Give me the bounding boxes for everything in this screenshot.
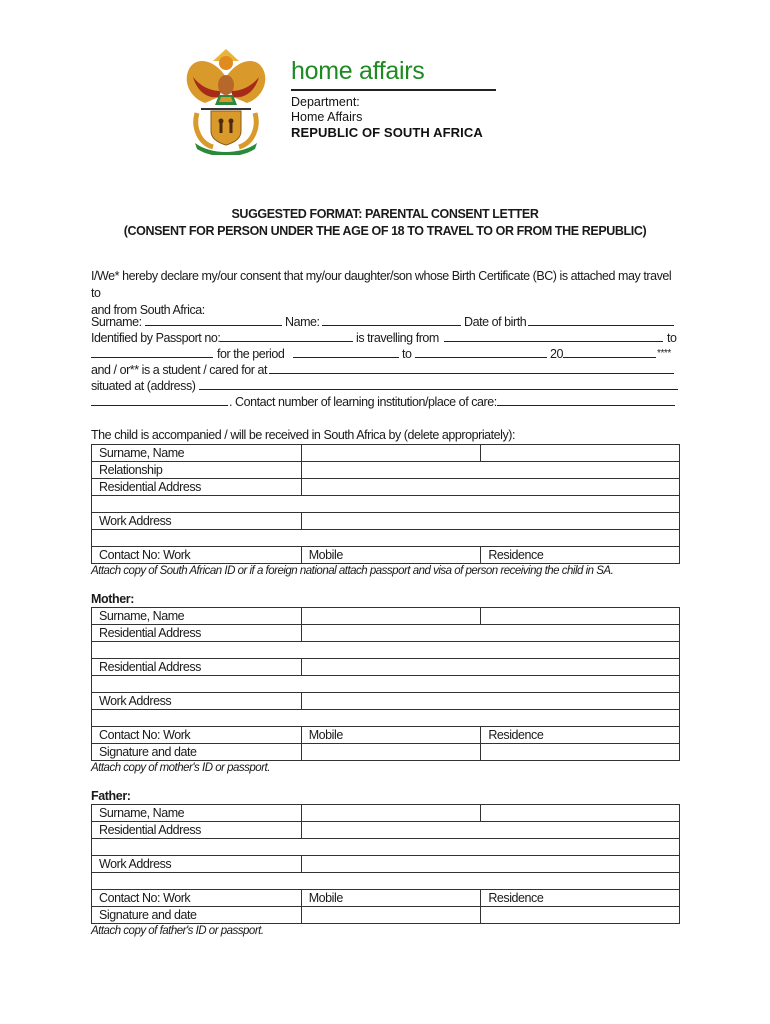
- dob-label: Date of birth: [464, 315, 527, 329]
- dept-label: Department:: [291, 95, 360, 109]
- travelling-from-field[interactable]: [444, 330, 663, 342]
- table-row: [92, 890, 680, 907]
- surname-label: Surname:: [91, 315, 142, 329]
- table-row: [92, 676, 680, 693]
- surname-name-label: Surname, Name: [92, 608, 302, 625]
- signature-label: Signature and date: [92, 907, 302, 924]
- relationship-field[interactable]: [301, 462, 679, 479]
- period-line: [91, 346, 681, 362]
- intro-line-2: and from South Africa:: [91, 303, 205, 317]
- coat-of-arms-icon: [183, 47, 269, 155]
- residence-field[interactable]: Residence: [481, 547, 680, 564]
- mother-note: Attach copy of mother's ID or passport.: [91, 762, 270, 774]
- table-row: [92, 727, 680, 744]
- table-row: [92, 710, 680, 727]
- contact-work-field[interactable]: Contact No: Work: [92, 547, 302, 564]
- work-address-field[interactable]: [301, 693, 679, 710]
- signature-field[interactable]: [301, 907, 481, 924]
- address-field[interactable]: [199, 378, 678, 390]
- table-row: [92, 496, 680, 513]
- mobile-field[interactable]: Mobile: [301, 547, 481, 564]
- table-row: [92, 907, 680, 924]
- country-name: REPUBLIC OF SOUTH AFRICA: [291, 125, 483, 140]
- title-line-2: (CONSENT FOR PERSON UNDER THE AGE OF 18 TO TRAVEL TO OR FROM THE REPUBLIC): [123, 224, 647, 238]
- year-field[interactable]: [563, 346, 656, 358]
- student-line: [91, 362, 681, 378]
- surname-name-label: Surname, Name: [92, 805, 302, 822]
- residence-field[interactable]: Residence: [481, 890, 680, 907]
- brand-block: [291, 57, 501, 140]
- student-label: and / or** is a student / cared for at: [91, 363, 268, 377]
- contact-label: . Contact number of learning institution/place of care:: [229, 395, 497, 409]
- contact-work-field[interactable]: Contact No: Work: [92, 890, 302, 907]
- work-address-continued-field[interactable]: [92, 710, 680, 727]
- contact-field[interactable]: [497, 394, 675, 406]
- surname-field[interactable]: [145, 314, 282, 326]
- residential-address-field[interactable]: [301, 479, 679, 496]
- destination-field[interactable]: [91, 346, 213, 358]
- residential-address-field[interactable]: [301, 822, 679, 839]
- work-address-continued-field[interactable]: [92, 530, 680, 547]
- intro-line-1: I/We* hereby declare my/our consent that my/our daughter/son whose Birth Certificate (BC) is attached may travel to: [91, 269, 672, 300]
- table-row: [92, 625, 680, 642]
- passport-label: Identified by Passport no:: [91, 331, 221, 345]
- residential-address-2-continued-field[interactable]: [92, 676, 680, 693]
- name-field[interactable]: [481, 445, 680, 462]
- brand-divider: [291, 89, 496, 91]
- to-label: to: [667, 331, 677, 345]
- table-row: [92, 445, 680, 462]
- table-row: [92, 856, 680, 873]
- father-heading: Father:: [91, 789, 131, 803]
- surname-field[interactable]: [301, 805, 481, 822]
- brand-title: home affairs: [291, 57, 425, 85]
- period-label: for the period: [217, 347, 285, 361]
- work-address-field[interactable]: [301, 856, 679, 873]
- date-field[interactable]: [481, 744, 680, 761]
- signature-label: Signature and date: [92, 744, 302, 761]
- table-row: [92, 693, 680, 710]
- year-suffix: ****: [657, 348, 671, 359]
- name-field[interactable]: [481, 608, 680, 625]
- table-row: [92, 659, 680, 676]
- address-label: situated at (address): [91, 379, 196, 393]
- table-row: [92, 805, 680, 822]
- father-note: Attach copy of father's ID or passport.: [91, 925, 264, 937]
- dob-field[interactable]: [528, 314, 674, 326]
- document-title: [0, 206, 770, 240]
- dept-name: Home Affairs: [291, 110, 363, 124]
- accompanied-note: Attach copy of South African ID or if a foreign national attach passport and visa of person receiving the child in SA.: [91, 565, 614, 577]
- passport-field[interactable]: [220, 330, 353, 342]
- contact-line: [91, 394, 681, 410]
- period-end-field[interactable]: [415, 346, 547, 358]
- residential-address-continued-field[interactable]: [92, 642, 680, 659]
- table-row: [92, 547, 680, 564]
- travelling-from-label: is travelling from: [356, 331, 439, 345]
- work-address-label: Work Address: [92, 513, 302, 530]
- residence-field[interactable]: Residence: [481, 727, 680, 744]
- work-address-label: Work Address: [92, 693, 302, 710]
- signature-field[interactable]: [301, 744, 481, 761]
- work-address-label: Work Address: [92, 856, 302, 873]
- table-row: [92, 462, 680, 479]
- accompanied-table: [91, 444, 680, 564]
- residential-address-continued-field[interactable]: [92, 839, 680, 856]
- intro-paragraph: [91, 268, 681, 319]
- relationship-label: Relationship: [92, 462, 302, 479]
- letterhead: [183, 47, 513, 157]
- address-field-continued[interactable]: [91, 394, 228, 406]
- period-to-label: to: [402, 347, 412, 361]
- table-row: [92, 642, 680, 659]
- table-row: [92, 479, 680, 496]
- residential-address-label: Residential Address: [92, 479, 302, 496]
- residential-address-continued-field[interactable]: [92, 496, 680, 513]
- mother-heading: Mother:: [91, 592, 135, 606]
- contact-work-field[interactable]: Contact No: Work: [92, 727, 302, 744]
- residential-address-field[interactable]: [301, 625, 679, 642]
- institution-field[interactable]: [269, 362, 674, 374]
- title-line-1: SUGGESTED FORMAT: PARENTAL CONSENT LETTER: [231, 207, 539, 221]
- work-address-field[interactable]: [301, 513, 679, 530]
- surname-name-label: Surname, Name: [92, 445, 302, 462]
- residential-address-label: Residential Address: [92, 822, 302, 839]
- table-row: [92, 513, 680, 530]
- table-row: [92, 744, 680, 761]
- surname-field[interactable]: [301, 608, 481, 625]
- residential-address-2-label: Residential Address: [92, 659, 302, 676]
- passport-line: [91, 330, 681, 346]
- name-field[interactable]: [322, 314, 461, 326]
- name-label: Name:: [285, 315, 320, 329]
- table-row: [92, 530, 680, 547]
- mobile-field[interactable]: Mobile: [301, 727, 481, 744]
- year-prefix: 20: [550, 347, 564, 361]
- period-start-field[interactable]: [293, 346, 399, 358]
- surname-field[interactable]: [301, 445, 481, 462]
- table-row: [92, 822, 680, 839]
- date-field[interactable]: [481, 907, 680, 924]
- mobile-field[interactable]: Mobile: [301, 890, 481, 907]
- table-row: [92, 608, 680, 625]
- child-details-line: [91, 314, 681, 330]
- name-field[interactable]: [481, 805, 680, 822]
- accompanied-heading: The child is accompanied / will be received in South Africa by (delete appropriately):: [91, 428, 516, 442]
- work-address-continued-field[interactable]: [92, 873, 680, 890]
- address-line: [91, 378, 681, 394]
- table-row: [92, 873, 680, 890]
- mother-table: [91, 607, 680, 761]
- father-table: [91, 804, 680, 924]
- table-row: [92, 839, 680, 856]
- residential-address-2-field[interactable]: [301, 659, 679, 676]
- residential-address-label: Residential Address: [92, 625, 302, 642]
